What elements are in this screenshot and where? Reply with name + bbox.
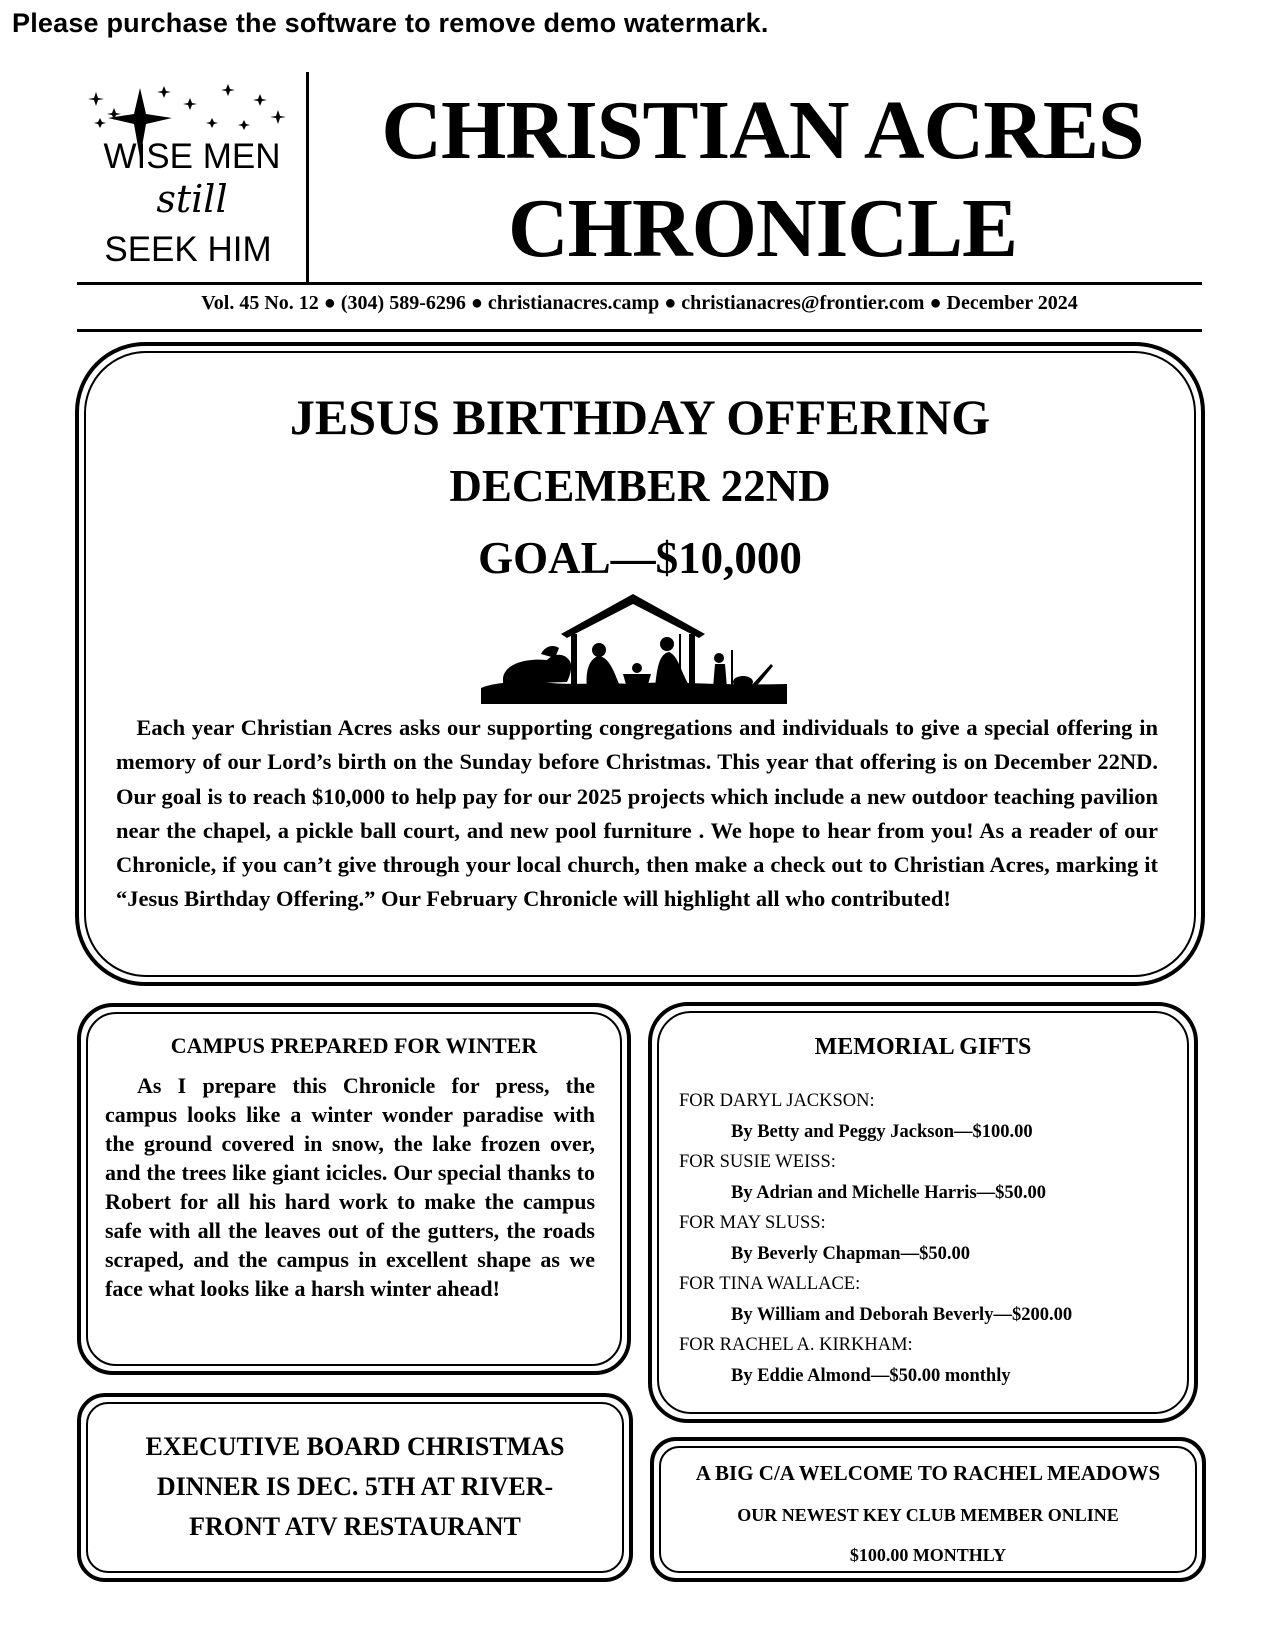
memorial-donor: By Eddie Almond—$50.00 monthly	[731, 1366, 1011, 1386]
memorial-honoree: FOR SUSIE WEISS:	[679, 1152, 836, 1172]
welcome-line-1: A BIG C/A WELCOME TO RACHEL MEADOWS	[695, 1461, 1161, 1485]
memorial-gifts-title: MEMORIAL GIFTS	[814, 1034, 1032, 1060]
logo-line-still: still	[156, 177, 228, 221]
nativity-scene-icon	[481, 594, 787, 704]
welcome-box	[650, 1437, 1206, 1582]
offering-date: DECEMBER 22ND	[449, 461, 831, 511]
title-line-2: CHRONICLE	[507, 182, 1018, 275]
memorial-donor: By William and Deborah Beverly—$200.00	[731, 1305, 1073, 1325]
masthead-rule-bottom	[77, 329, 1202, 332]
memorial-honoree: FOR DARYL JACKSON:	[679, 1091, 875, 1111]
board-dinner-text	[101, 1427, 609, 1547]
board-line-1: EXECUTIVE BOARD CHRISTMAS	[145, 1432, 565, 1461]
memorial-gifts-box	[648, 1002, 1198, 1423]
memorial-donor: By Beverly Chapman—$50.00	[731, 1244, 970, 1264]
logo-line-seek-him: SEEK HIM	[104, 230, 272, 269]
welcome-line-3: $100.00 MONTHLY	[849, 1545, 1007, 1565]
board-line-2: DINNER IS DEC. 5TH AT RIVER-	[156, 1472, 554, 1501]
title-line-1: CHRISTIAN ACRES	[381, 84, 1144, 177]
winter-article-box	[77, 1003, 631, 1375]
masthead-rule-top	[77, 282, 1202, 285]
winter-article-body: As I prepare this Chronicle for press, the campus looks like a winter wonder paradise with the ground covered in snow, the lake frozen over, and the trees like giant icicles. Our special thanks to Robert for all his hard work to make the campus safe with all the leaves out of the gutters, the roads scraped, and the campus in excellent shape as we face what looks like a harsh winter ahead!	[105, 1073, 595, 1301]
newsletter-title	[320, 82, 1205, 278]
welcome-line-2: OUR NEWEST KEY CLUB MEMBER ONLINE	[737, 1505, 1119, 1525]
memorial-donor: By Betty and Peggy Jackson—$100.00	[731, 1122, 1033, 1142]
logo-line-wise-men: WISE MEN	[103, 137, 281, 176]
memorial-honoree: FOR RACHEL A. KIRKHAM:	[679, 1335, 913, 1355]
board-line-3: FRONT ATV RESTAURANT	[189, 1512, 521, 1541]
memorial-gifts-list	[679, 1086, 1179, 1391]
memorial-honoree: FOR MAY SLUSS:	[679, 1213, 826, 1233]
offering-headline: JESUS BIRTHDAY OFFERING	[289, 389, 991, 445]
masthead-info-line: Vol. 45 No. 12 ● (304) 589-6296 ● christianacres.camp ● christianacres@frontier.com ● December 2024	[201, 292, 1078, 314]
winter-article-title: CAMPUS PREPARED FOR WINTER	[170, 1033, 538, 1058]
memorial-honoree: FOR TINA WALLACE:	[679, 1274, 861, 1294]
wise-men-logo	[84, 84, 300, 272]
offering-goal: GOAL—$10,000	[478, 533, 802, 583]
memorial-donor: By Adrian and Michelle Harris—$50.00	[731, 1183, 1047, 1203]
demo-watermark: Please purchase the software to remove demo watermark.	[12, 8, 769, 38]
birthday-offering-box	[75, 342, 1205, 986]
offering-body-text: Each year Christian Acres asks our supporting congregations and individuals to give a special offering in memory of our Lord’s birth on the Sunday before Christmas. This year that offering is on December 22ND. Our goal is to reach $10,000 to help pay for our 2025 projects which include a new outdoor teaching pavilion near the chapel, a pickle ball court, and new pool furniture . We hope to hear from you! As a reader of our Chronicle, if you can’t give through your local church, then make a check out to Christian Acres, marking it “Jesus Birthday Offering.” Our February Chronicle will highlight all who contributed!	[116, 715, 1158, 912]
logo-divider	[306, 72, 309, 282]
board-dinner-box	[77, 1393, 633, 1582]
